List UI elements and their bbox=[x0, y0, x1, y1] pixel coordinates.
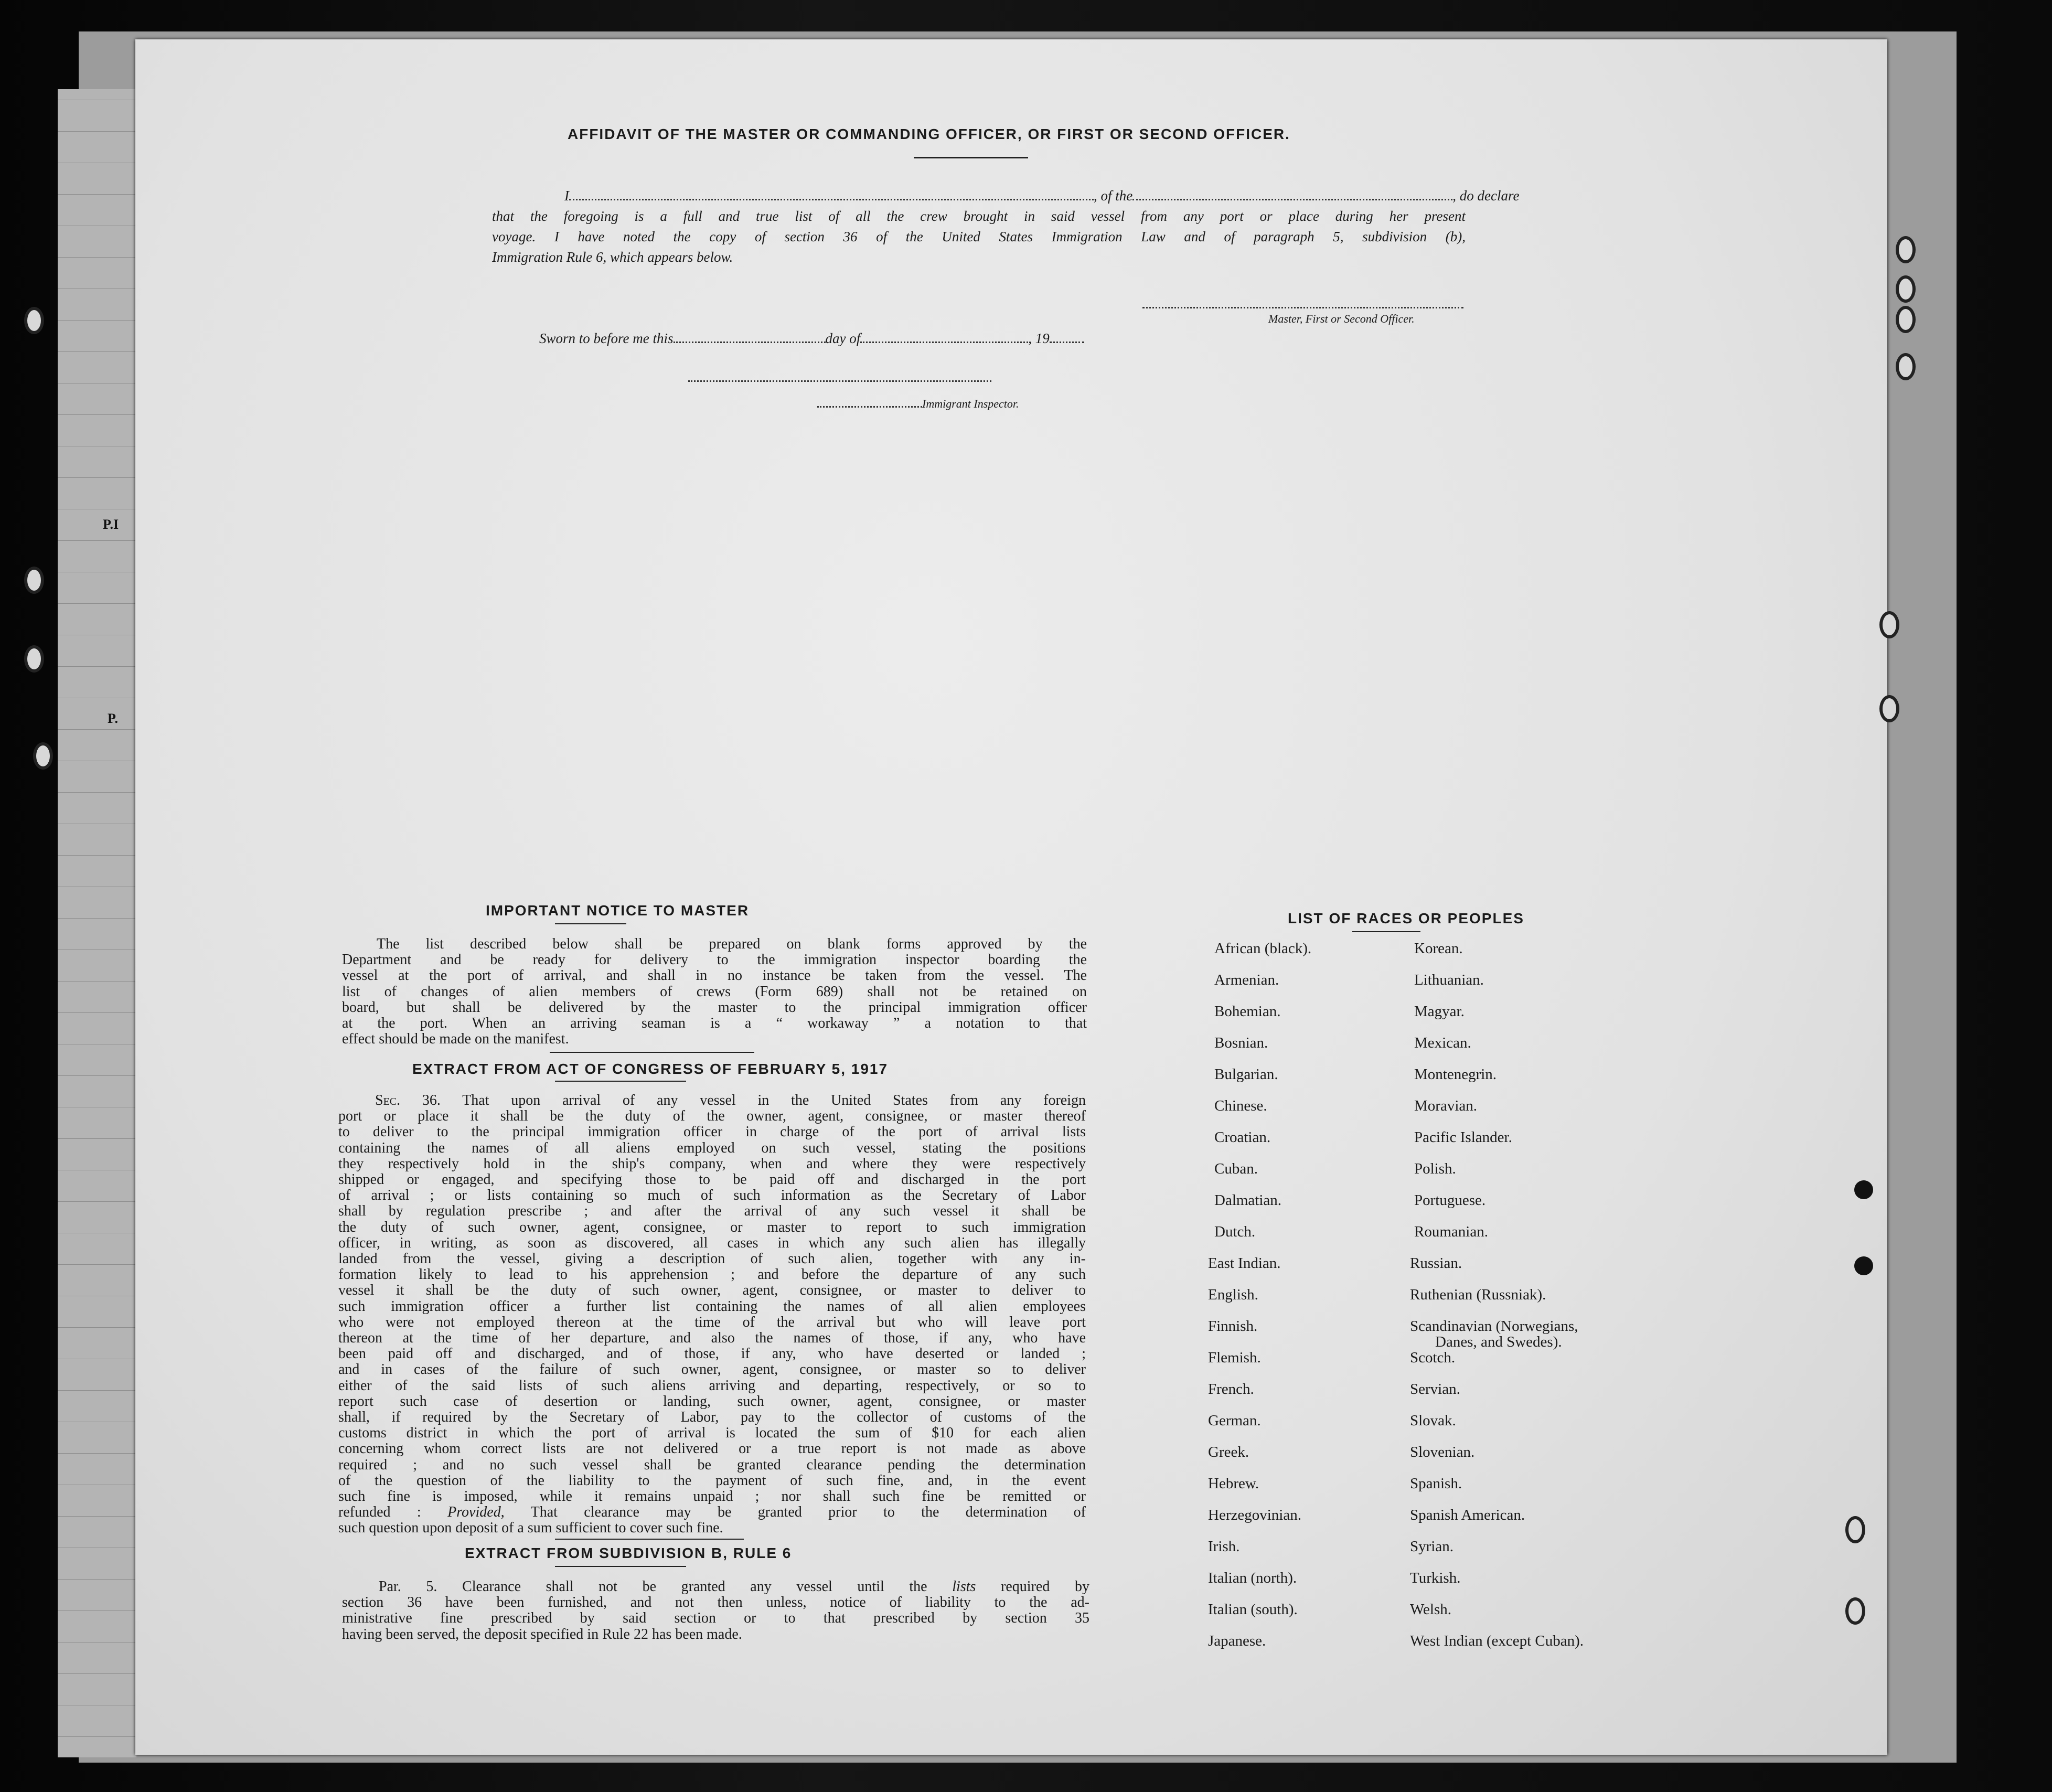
ledger-rule bbox=[58, 1327, 136, 1328]
ledger-rule bbox=[58, 1012, 136, 1013]
race-item: Ruthenian (Russniak). bbox=[1410, 1286, 1546, 1303]
race-item: Mexican. bbox=[1414, 1034, 1471, 1051]
ledger-rule bbox=[58, 1453, 136, 1454]
race-item: Armenian. bbox=[1214, 972, 1279, 988]
signature-line bbox=[1142, 302, 1463, 311]
act-underline bbox=[555, 1081, 686, 1082]
ledger-rule bbox=[58, 414, 136, 415]
inspector-signature-line bbox=[688, 375, 991, 385]
ledger-rule bbox=[58, 1264, 136, 1265]
race-item: Roumanian. bbox=[1414, 1223, 1488, 1240]
edge-mark-left-lower: P. bbox=[108, 711, 118, 726]
ledger-rule bbox=[58, 1610, 136, 1611]
name-blank bbox=[569, 199, 1094, 200]
race-item: German. bbox=[1208, 1412, 1261, 1429]
binder-hole bbox=[1896, 306, 1916, 333]
race-item: Irish. bbox=[1208, 1538, 1240, 1555]
race-item: Syrian. bbox=[1410, 1538, 1454, 1555]
ledger-rule bbox=[58, 1201, 136, 1202]
affidavit-line-3: voyage. I have noted the copy of section 36 of the United States Immigration Law and of paragraph 5, subdivision (b), bbox=[492, 229, 1466, 244]
i-label: I bbox=[564, 188, 569, 204]
race-item: Bosnian. bbox=[1214, 1034, 1268, 1051]
affidavit-line-1 bbox=[564, 188, 1519, 204]
of-the-label: , of the bbox=[1094, 188, 1133, 204]
binder-hole bbox=[33, 742, 53, 770]
race-item: Korean. bbox=[1414, 940, 1463, 957]
ledger-rule bbox=[58, 1516, 136, 1517]
ledger-rule bbox=[58, 1390, 136, 1391]
race-item: Danes, and Swedes). bbox=[1435, 1334, 1562, 1350]
binder-hole bbox=[24, 645, 44, 673]
race-item: Hebrew. bbox=[1208, 1475, 1259, 1492]
ledger-rule bbox=[58, 1138, 136, 1139]
race-item: Japanese. bbox=[1208, 1633, 1266, 1649]
ledger-rule bbox=[58, 320, 136, 321]
section-divider bbox=[555, 1539, 744, 1540]
act-body: Sec. 36. That upon arrival of any vessel in the United States from any foreign port or place it shall be the duty of the owner, agent, consignee, or master thereof to deliver to the principal immigration officer in charge of the port of arrival lists containing the names of all aliens employed on such vessel, stating the positions they respectively hold in the ship's company, when and where they were respectively shipped or engaged, and specifying those to be paid off and discharged in the port of arrival ; or lists containing so much of such information as the Secretary of Labor shall by regulation prescribe ; and after the arrival of any such vessel it shall be the duty of such owner, agent, consignee, or master to report to such immigration officer, in writing, as soon as discovered, all cases in which any such alien has illegally landed from the vessel, giving a description of such alien, together with any in- formation likely to lead to his apprehension ; and before the departure of any such vessel it shall be the duty of such owner, agent, consignee, or master to deliver to such immigration officer a further list containing the names of all alien employees who were not employed thereon at the time of the arrival but who will leave port thereon at the time of her departure, and also the names of those, if any, who have been paid off and discharged, and of those, if any, who have deserted or landed ; and in cases of the failure of such owner, agent, consignee, or master so to deliver either of the said lists of such aliens arriving and departing, respectively, or so to report such case of desertion or landing, such owner, agent, consignee, or master shall, if required by the Secretary of Labor, pay to the collector of customs of the customs district in which the port of arrival is located the sum of $10 for each alien concerning whom correct lists are not delivered or a true report is not made as above required ; and no such vessel shall be granted clearance pending the determination of the question of the liability to the payment of such fine, and, in the event such fine is imposed, while it remains unpaid ; nor shall such fine be remitted or refunded : Provided, That clearance may be granted prior to the determination of such question upon deposit of a sum sufficient to cover such fine. bbox=[338, 1092, 1086, 1537]
month-blank bbox=[860, 342, 1028, 343]
ledger-rule bbox=[58, 257, 136, 258]
day-of-label: day of bbox=[825, 330, 861, 346]
inspector-label: Immigrant Inspector. bbox=[922, 397, 1019, 410]
affidavit-line-2: that the foregoing is a full and true list of all the crew brought in said vessel from any port or place during her present bbox=[492, 208, 1466, 224]
race-item: Spanish American. bbox=[1410, 1507, 1525, 1523]
race-item: Greek. bbox=[1208, 1444, 1249, 1460]
notice-title: IMPORTANT NOTICE TO MASTER bbox=[486, 902, 750, 919]
punch-dot bbox=[1854, 1180, 1873, 1199]
race-item: Chinese. bbox=[1214, 1097, 1267, 1114]
ledger-rule bbox=[58, 729, 136, 730]
inspector-line bbox=[817, 397, 1019, 411]
race-item: Turkish. bbox=[1410, 1570, 1461, 1586]
race-item: Italian (north). bbox=[1208, 1570, 1297, 1586]
binder-hole bbox=[1896, 236, 1916, 263]
race-item: Welsh. bbox=[1410, 1601, 1452, 1618]
sec-label: Sec. 36. bbox=[375, 1092, 441, 1108]
race-item: Bohemian. bbox=[1214, 1003, 1281, 1020]
ledger-rule bbox=[58, 792, 136, 793]
race-item: Slovak. bbox=[1410, 1412, 1456, 1429]
notice-underline bbox=[555, 923, 626, 924]
signer-label: Master, First or Second Officer. bbox=[1268, 312, 1415, 325]
ledger-rule bbox=[58, 131, 136, 132]
races-title: LIST OF RACES OR PEOPLES bbox=[1288, 910, 1524, 926]
manifest-page bbox=[135, 39, 1887, 1755]
ledger-rule bbox=[58, 918, 136, 919]
race-item: Moravian. bbox=[1414, 1097, 1477, 1114]
binder-hole bbox=[1845, 1597, 1865, 1625]
race-item: Polish. bbox=[1414, 1160, 1456, 1177]
binder-hole bbox=[1896, 275, 1916, 303]
affidavit-title: AFFIDAVIT OF THE MASTER OR COMMANDING OFFICER, OR FIRST OR SECOND OFFICER. bbox=[568, 126, 1290, 142]
race-item: Croatian. bbox=[1214, 1129, 1271, 1146]
race-item: Spanish. bbox=[1410, 1475, 1462, 1492]
race-item: Servian. bbox=[1410, 1381, 1460, 1398]
binder-hole bbox=[1879, 695, 1899, 722]
race-item: Lithuanian. bbox=[1414, 972, 1484, 988]
race-item: African (black). bbox=[1214, 940, 1312, 957]
race-item: Cuban. bbox=[1214, 1160, 1258, 1177]
ledger-rule bbox=[58, 1673, 136, 1674]
ledger-rule bbox=[58, 855, 136, 856]
race-item: Scotch. bbox=[1410, 1349, 1456, 1366]
notice-body: The list described below shall be prepared on blank forms approved by the Department and be ready for delivery to the immigration inspector boarding the vessel at the port of arrival, and shall in no instance be taken from the vessel. The list of changes of alien members of crews (Form 689) shall not be retained on board, but shall be delivered by the master to the principal immigration officer at the port. When an arriving seaman is a “ workaway ” a notation to that effect should be made on the manifest. bbox=[342, 936, 1087, 1048]
affidavit-line-4: Immigration Rule 6, which appears below. bbox=[492, 249, 733, 265]
race-item: Pacific Islander. bbox=[1414, 1129, 1512, 1146]
act-title: EXTRACT FROM ACT OF CONGRESS OF FEBRUARY 5, 1917 bbox=[412, 1061, 889, 1077]
punch-dot bbox=[1854, 1256, 1873, 1275]
race-item: East Indian. bbox=[1208, 1255, 1281, 1272]
ledger-rule bbox=[58, 1736, 136, 1737]
races-underline bbox=[1352, 931, 1420, 932]
race-item: Montenegrin. bbox=[1414, 1066, 1497, 1083]
sworn-label: Sworn to before me this bbox=[539, 330, 674, 346]
race-item: English. bbox=[1208, 1286, 1258, 1303]
ledger-rule bbox=[58, 1075, 136, 1076]
ledger-rule bbox=[58, 351, 136, 352]
binder-hole bbox=[24, 567, 44, 594]
race-item: Russian. bbox=[1410, 1255, 1462, 1272]
day-blank bbox=[674, 342, 826, 343]
rule-underline bbox=[555, 1566, 686, 1567]
race-item: Herzegovinian. bbox=[1208, 1507, 1301, 1523]
vessel-blank bbox=[1132, 199, 1452, 200]
rule-title: EXTRACT FROM SUBDIVISION B, RULE 6 bbox=[465, 1545, 792, 1561]
race-item: Scandinavian (Norwegians, bbox=[1410, 1318, 1578, 1335]
year-blank bbox=[1050, 342, 1084, 343]
race-item: French. bbox=[1208, 1381, 1254, 1398]
race-item: Slovenian. bbox=[1410, 1444, 1475, 1460]
section-divider bbox=[550, 1052, 754, 1053]
sworn-line bbox=[539, 330, 1084, 347]
race-item: Magyar. bbox=[1414, 1003, 1465, 1020]
binder-hole bbox=[1845, 1516, 1865, 1543]
race-item: West Indian (except Cuban). bbox=[1410, 1633, 1584, 1649]
race-item: Bulgarian. bbox=[1214, 1066, 1278, 1083]
ledger-rule bbox=[58, 603, 136, 604]
race-item: Flemish. bbox=[1208, 1349, 1261, 1366]
race-item: Dalmatian. bbox=[1214, 1192, 1282, 1209]
ledger-rule bbox=[58, 194, 136, 195]
race-item: Italian (south). bbox=[1208, 1601, 1298, 1618]
race-item: Portuguese. bbox=[1414, 1192, 1486, 1209]
rule-body: Par. 5. Clearance shall not be granted any vessel until the lists required by section 36 have been furnished, and not then unless, notice of liability to the ad- ministrative fine prescribed by said section or to that prescribed by section 35 having been served, the deposit specified in Rule 22 has been made. bbox=[342, 1578, 1089, 1642]
ledger-rule bbox=[58, 477, 136, 478]
do-declare-label: , do declare bbox=[1452, 188, 1520, 204]
provided-word: Provided bbox=[447, 1504, 501, 1521]
underlying-ledger-strip bbox=[58, 89, 136, 1757]
year-label: , 19 bbox=[1028, 330, 1050, 346]
ledger-rule bbox=[58, 981, 136, 982]
binder-hole bbox=[1896, 353, 1916, 380]
race-item: Dutch. bbox=[1214, 1223, 1256, 1240]
binder-hole bbox=[1879, 611, 1899, 638]
ledger-rule bbox=[58, 540, 136, 541]
edge-mark-left-upper: P.I bbox=[103, 517, 119, 532]
title-underline bbox=[914, 157, 1028, 158]
race-item: Finnish. bbox=[1208, 1318, 1258, 1335]
ledger-rule bbox=[58, 666, 136, 667]
ledger-rule bbox=[58, 1579, 136, 1580]
binder-hole bbox=[24, 307, 44, 334]
